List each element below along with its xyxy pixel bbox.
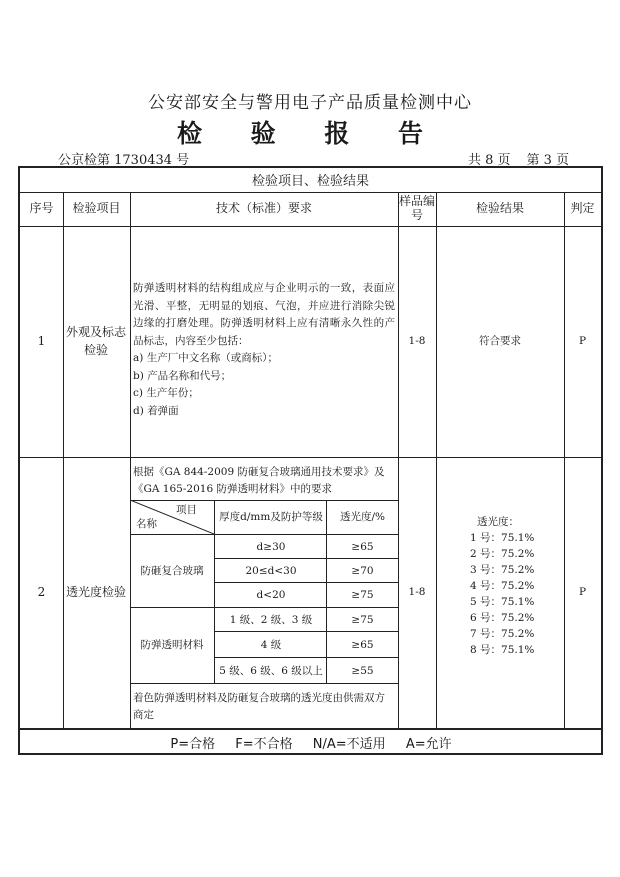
result-3: 3 号：75.2% bbox=[470, 564, 535, 576]
spec-level4: 4 级 bbox=[260, 638, 282, 651]
col-header-item: 检验项目 bbox=[72, 201, 121, 215]
row1-no: 1 bbox=[37, 334, 46, 348]
result-2: 2 号：75.2% bbox=[470, 548, 535, 560]
legend-allow: A=允许 bbox=[405, 737, 452, 752]
row1-verdict: P bbox=[578, 334, 587, 347]
row2-results bbox=[436, 514, 560, 658]
legend-na: N/A=不适用 bbox=[312, 737, 386, 752]
report-title: 检 验 报 告 bbox=[176, 119, 444, 148]
col-header-result: 检验结果 bbox=[475, 201, 524, 215]
row1-result: 符合要求 bbox=[479, 334, 521, 347]
row2-note: 着色防弹透明材料及防砸复合玻璃的透光度由供需双方商定 bbox=[133, 692, 385, 721]
spec-d20: d<20 bbox=[256, 588, 286, 601]
row1-item: 外观及标志检验 bbox=[66, 325, 127, 357]
col-header-verdict: 判定 bbox=[570, 201, 595, 215]
row1-sample: 1-8 bbox=[408, 334, 426, 347]
result-6: 6 号：75.2% bbox=[470, 612, 535, 624]
row2-item: 透光度检验 bbox=[66, 585, 127, 599]
current-page: 第 3 页 bbox=[526, 153, 570, 168]
result-1: 1 号：75.1% bbox=[470, 532, 535, 544]
spec-d20-30: 20≤d<30 bbox=[245, 564, 297, 577]
result-5: 5 号：75.1% bbox=[470, 596, 535, 608]
value-level4: ≥65 bbox=[351, 638, 374, 651]
total-pages: 共 8 页 bbox=[468, 153, 511, 168]
inner-header-thickness: 厚度d/mm及防护等级 bbox=[219, 510, 323, 523]
organization-name: 公安部安全与警用电子产品质量检测中心 bbox=[148, 93, 472, 113]
value-level1-3: ≥75 bbox=[351, 613, 374, 626]
verdict-legend bbox=[20, 733, 602, 752]
row1-req-a: a) 生产厂中文名称（或商标）； bbox=[133, 352, 278, 364]
row2-requirement-intro: 根据《GA 844-2009 防砸复合玻璃通用技术要求》及《GA 165-2016 防弹透明材料》中的要求 bbox=[133, 466, 385, 495]
row1-req-text: 防弹透明材料的结构组成应与企业明示的一致，表面应光滑、平整，无明显的划痕、气泡，并应进行消除尖锐边缘的打磨处理。防弹透明材料上应有清晰永久性的产品标志，内容至少包括： bbox=[133, 282, 395, 347]
row2-verdict: P bbox=[578, 585, 587, 598]
inner-header-name: 名称 bbox=[136, 518, 157, 530]
results-title: 透光度： bbox=[477, 516, 519, 528]
group-laminated-glass: 防砸复合玻璃 bbox=[140, 564, 204, 577]
row1-req-b: b) 产品名称和代号； bbox=[133, 369, 232, 382]
value-d30: ≥65 bbox=[351, 540, 374, 553]
value-d20-30: ≥70 bbox=[351, 564, 374, 577]
inner-header-item: 项目 bbox=[176, 504, 197, 516]
row2-no: 2 bbox=[37, 585, 46, 599]
legend-pass: P=合格 bbox=[170, 737, 216, 752]
result-8: 8 号：75.1% bbox=[470, 644, 535, 656]
legend-fail: F=不合格 bbox=[235, 737, 293, 752]
row1-req-c: c) 生产年份； bbox=[133, 387, 199, 399]
col-header-no: 序号 bbox=[29, 201, 54, 215]
table-caption: 检验项目、检验结果 bbox=[251, 173, 369, 189]
report-number: 公京检第 1730434 号 bbox=[58, 153, 190, 168]
group-bulletproof-material: 防弹透明材料 bbox=[140, 639, 204, 651]
row1-req-d: d) 着弹面 bbox=[133, 404, 179, 417]
result-7: 7 号：75.2% bbox=[470, 628, 535, 640]
spec-d30: d≥30 bbox=[256, 540, 286, 553]
spec-level1-3: 1 级、2 级、3 级 bbox=[229, 613, 313, 626]
value-level5-6: ≥55 bbox=[351, 664, 374, 677]
col-header-sample: 样品编号 bbox=[399, 193, 436, 222]
col-header-requirement: 技术（标准）要求 bbox=[215, 201, 312, 215]
result-4: 4 号：75.2% bbox=[470, 580, 535, 592]
row1-requirement bbox=[133, 280, 395, 420]
inner-header-transmittance: 透光度/% bbox=[339, 510, 385, 523]
row2-sample: 1-8 bbox=[408, 585, 426, 598]
spec-level5-6: 5 级、6 级、6 级以上 bbox=[219, 664, 323, 677]
value-d20: ≥75 bbox=[351, 588, 374, 601]
